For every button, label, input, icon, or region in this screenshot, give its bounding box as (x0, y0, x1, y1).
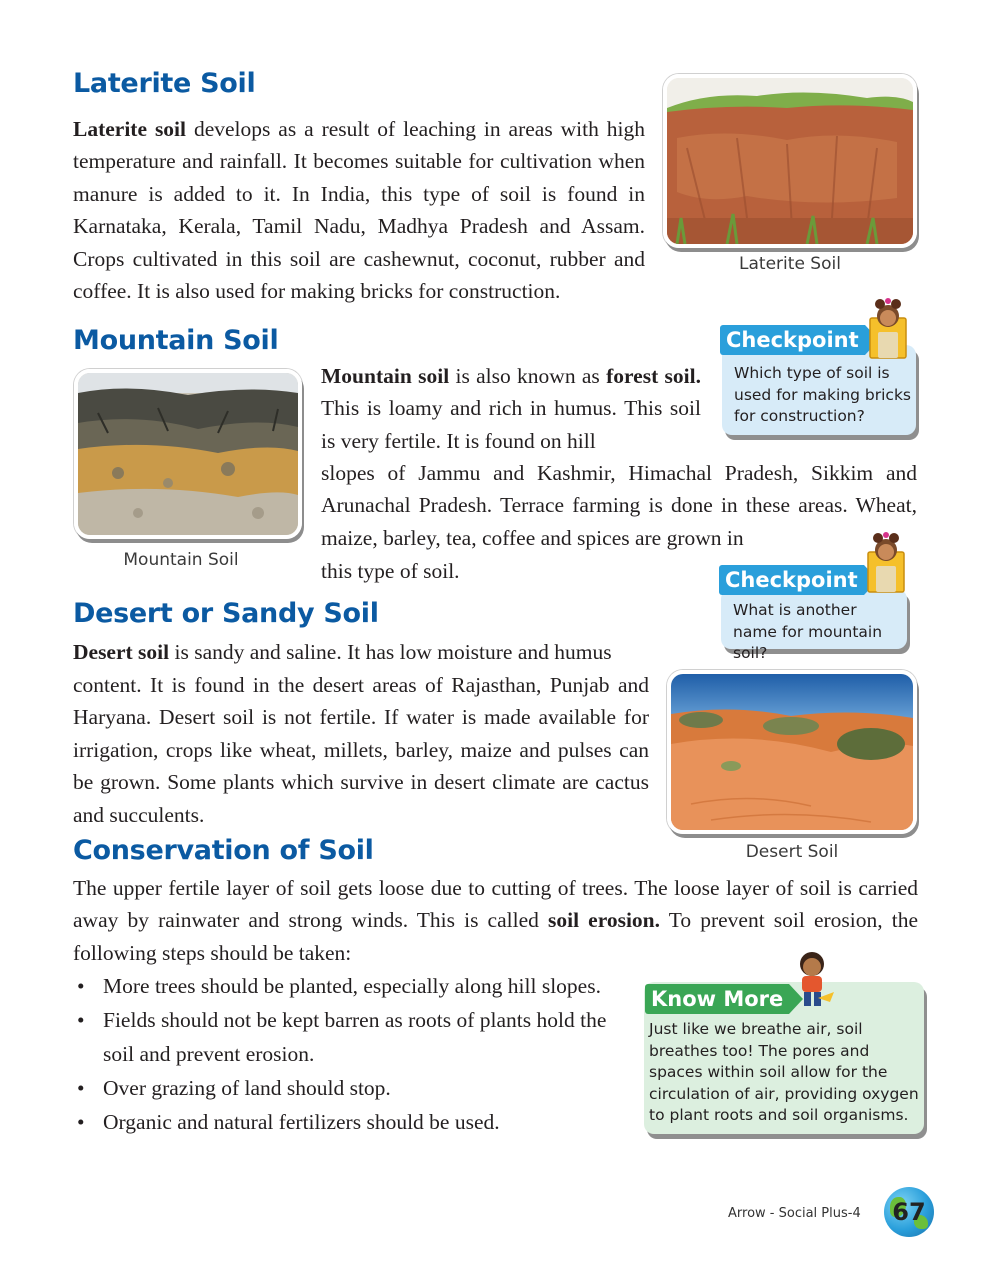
list-item: • Organic and natural fertilizers should be used. (73, 1105, 629, 1139)
laterite-paragraph (73, 113, 645, 307)
conservation-heading: Conservation of Soil (73, 835, 374, 866)
know-more-label: Know More (645, 984, 789, 1014)
laterite-soil-image (663, 74, 917, 248)
mountain-soil-image (74, 369, 302, 539)
laterite-caption: Laterite Soil (739, 254, 841, 274)
mountain-text-1: is also known as (449, 364, 607, 388)
desert-soil-illustration (671, 674, 913, 830)
checkpoint-box-2 (721, 589, 907, 662)
desert-caption: Desert Soil (745, 842, 839, 862)
know-more-text: Just like we breathe air, soil breathes too! The pores and spaces within soil allow for the circulation of air, providing oxygen to plant roots and soil organisms. (649, 1020, 919, 1124)
conservation-text-1: The upper fertile layer of soil gets loose due to cutting of trees. The loose layer of soil is carried away by rainwater and strong winds. This is called (73, 876, 918, 933)
mountain-soil-illustration (78, 373, 298, 535)
list-item: • Fields should not be kept barren as roots of plants hold the soil and prevent erosion. (73, 1003, 629, 1071)
forest-soil-bold: forest soil. (606, 364, 701, 388)
girl-mascot-icon (866, 296, 910, 360)
checkpoint-1-text: Which type of soil is used for making bricks for construction? (734, 364, 912, 425)
mountain-text-2: This is loamy and rich in humus. This soil is very fertile. It is found on hill (321, 396, 701, 453)
soil-erosion-bold: soil erosion. (547, 908, 661, 933)
conservation-text-2: To prevent soil erosion, the following steps should be taken: (73, 908, 918, 965)
girl-mascot-icon-2 (864, 530, 908, 594)
desert-heading: Desert or Sandy Soil (73, 598, 379, 629)
checkpoint-1-label: Checkpoint (720, 325, 865, 355)
book-title: Arrow - Social Plus-4 (728, 1206, 861, 1221)
laterite-soil-illustration (667, 78, 913, 244)
mountain-paragraph-3: this type of soil. (321, 559, 460, 583)
desert-bold-term: Desert soil (73, 640, 170, 664)
checkpoint-2-label: Checkpoint (719, 565, 864, 595)
page-number: 67 (892, 1198, 926, 1226)
desert-text-1: is sandy and saline. It has low moisture and humus (169, 640, 612, 664)
desert-paragraph-2: content. It is found in the desert areas of Rajasthan, Punjab and Haryana. Desert soil is not fertile. If water is made available for irrigation, crops like wheat, millets, barley, maize and pulses can be grown. Some plants which survive in desert climate are cactus and succulents. (73, 673, 649, 827)
desert-paragraph-1 (73, 636, 703, 668)
laterite-bold-term: Laterite soil (73, 117, 187, 141)
conservation-steps-list (73, 969, 629, 1139)
mountain-heading: Mountain Soil (73, 325, 279, 356)
checkpoint-2-text: What is another name for mountain soil? (733, 601, 883, 662)
mountain-caption: Mountain Soil (123, 550, 239, 570)
mountain-paragraph-2: slopes of Jammu and Kashmir, Himachal Pradesh, Sikkim and Arunachal Pradesh. Terrace farming is done in these areas. Wheat, maize, barley, tea, coffee and spices are grown in (321, 461, 917, 550)
laterite-heading: Laterite Soil (73, 68, 256, 99)
mountain-bold-term: Mountain soil (321, 364, 450, 388)
mountain-paragraph-1 (321, 360, 701, 457)
boy-mascot-icon (790, 950, 836, 1012)
laterite-text: develops as a result of leaching in areas with high temperature and rainfall. It becomes suitable for cultivation when manure is added to it. In India, this type of soil is found in Karnataka, Kerala, Tamil Nadu, Madhya Pradesh and Assam. Crops cultivated in this soil are cashewnut, coconut, rubber and coffee. It is also used for making bricks for construction. (73, 117, 645, 304)
list-item: • More trees should be planted, especially along hill slopes. (73, 969, 629, 1003)
desert-soil-image (667, 670, 917, 834)
list-item: • Over grazing of land should stop. (73, 1071, 629, 1105)
